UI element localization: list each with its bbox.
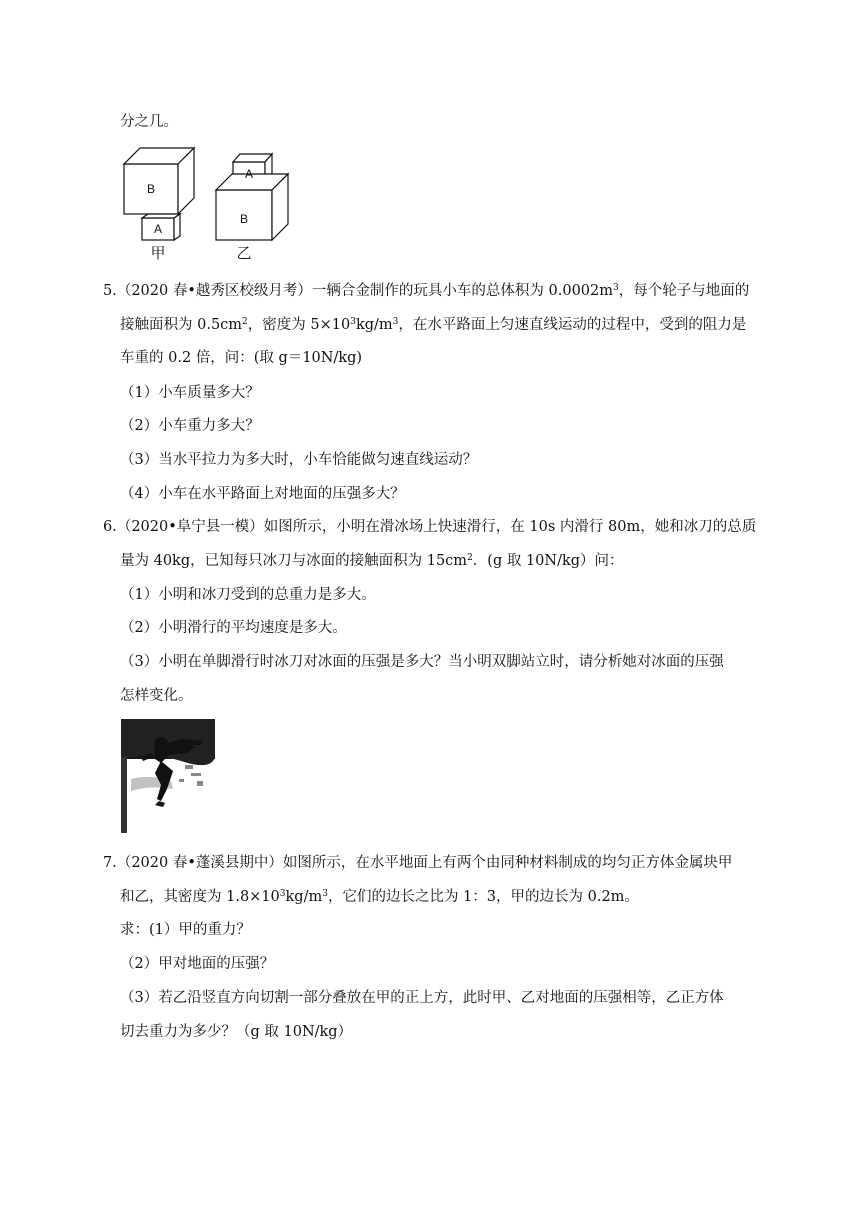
q6-line1: 6.（2020•阜宁县一模）如图所示，小明在滑冰场上快速滑行，在 10s 内滑行 80m，她和冰刀的总质: [103, 519, 757, 535]
q6-line2: 量为 40kg，已知每只冰刀与冰面的接触面积为 $15cm^2$．(g 取 10N/kg）问：: [120, 553, 624, 569]
cubes-figure: [120, 140, 300, 264]
jia-label-a: A: [153, 222, 163, 236]
q7-sub3-b: 切去重力为多少？（g 取 10N/kg）: [120, 1024, 353, 1040]
q6-sub3-a: （3）小明在单脚滑行时冰刀对冰面的压强是多大？当小明双脚站立时，请分析她对冰面的压强: [120, 654, 724, 670]
skater-photo: [121, 719, 215, 833]
q5-sub1: （1）小车质量多大？: [120, 385, 260, 401]
jia-cube-a-side: [174, 214, 180, 240]
jia-caption: 甲: [150, 244, 166, 262]
q5-sub4: （4）小车在水平路面上对地面的压强多大？: [120, 486, 405, 502]
q7-line1: 7.（2020 春•蓬溪县期中）如图所示，在水平地面上有两个由同种材料制成的均匀正方体金属块甲: [103, 855, 733, 871]
q7-line2: 和乙，其密度为 $1.8\times 10^3kg/m^3$，它们的边长之比为 1：3，甲的边长为 0.2m。: [120, 889, 639, 905]
yi-label-b: B: [239, 212, 249, 226]
q6-sub2: （2）小明滑行的平均速度是多大。: [120, 620, 347, 636]
q5-line3: 车重的 0.2 倍，问：(取 g＝10N/kg): [120, 350, 363, 366]
q6-sub3-b: 怎样变化。: [120, 688, 193, 704]
q7-sub2: （2）甲对地面的压强？: [120, 956, 275, 972]
jia-label-b: B: [146, 182, 156, 196]
intro-tail-text: 分之几。: [120, 114, 178, 130]
q5-line1: 5.（2020 春•越秀区校级月考）一辆合金制作的玩具小车的总体积为 $0.0002m^3$，每个轮子与地面的: [103, 283, 750, 299]
q5-line2: 接触面积为 $0.5cm^2$，密度为 $5\times 10^3kg/m^3$，在水平路面上匀速直线运动的过程中，受到的阻力是: [120, 317, 747, 333]
q5-sub3: （3）当水平拉力为多大时，小车恰能做匀速直线运动？: [120, 452, 478, 468]
q7-sub1: 求：(1）甲的重力？: [120, 922, 251, 938]
q5-sub2: （2）小车重力多大？: [120, 418, 260, 434]
yi-caption: 乙: [236, 244, 252, 262]
q6-sub1: （1）小明和冰刀受到的总重力是多大。: [120, 587, 376, 603]
yi-label-a: A: [244, 167, 254, 181]
q7-sub3-a: （3）若乙沿竖直方向切割一部分叠放在甲的正上方，此时甲、乙对地面的压强相等，乙正方体: [120, 990, 724, 1006]
